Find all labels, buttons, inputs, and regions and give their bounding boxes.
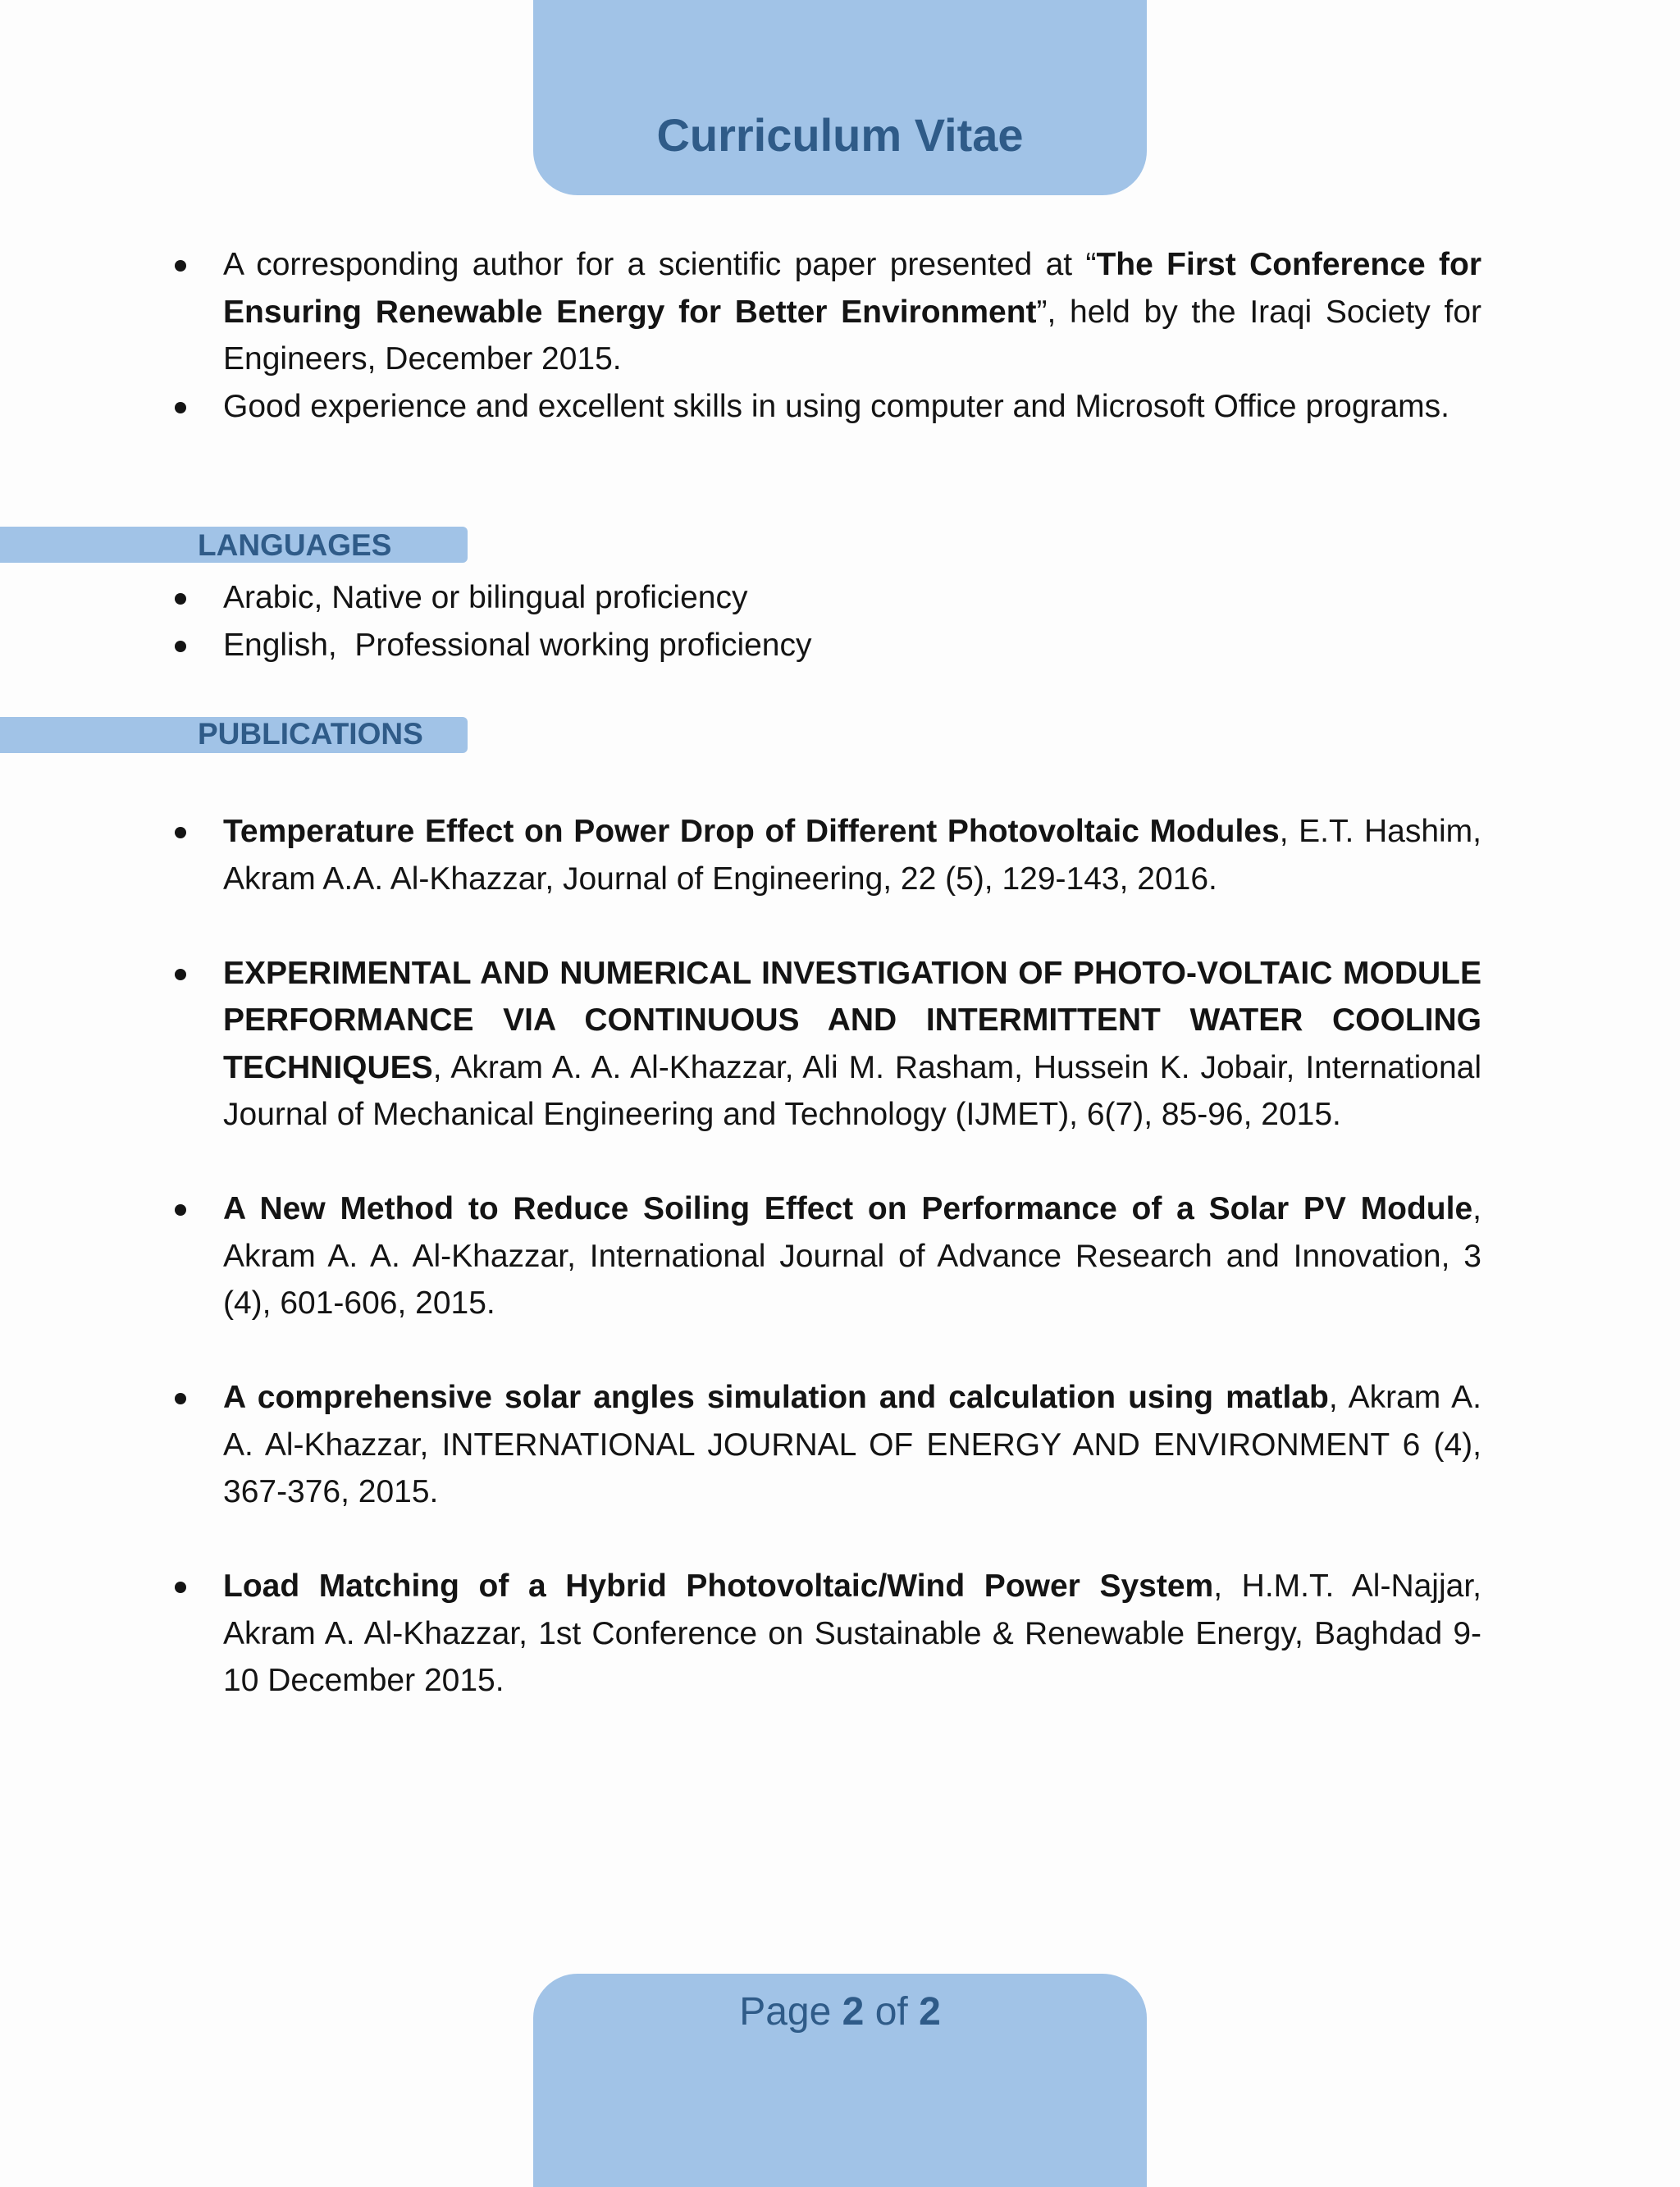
publication-item: Temperature Effect on Power Drop of Different Photovoltaic Modules, E.T. Hashim, Akram A.A. Al-Khazzar, Journal of Engineering, 22 (5), 129-143, 2016. [166, 808, 1481, 902]
publication-item: A New Method to Reduce Soiling Effect on Performance of a Solar PV Module, Akram A. A. Al-Khazzar, International Journal of Advance Research and Innovation, 3 (4), 601-606, 2015. [166, 1185, 1481, 1327]
activities-section [166, 241, 1481, 430]
bullet-icon [175, 1393, 186, 1404]
publications-heading: PUBLICATIONS [198, 717, 423, 751]
languages-heading: LANGUAGES [198, 528, 392, 562]
list-item: Arabic, Native or bilingual proficiency [166, 574, 1481, 622]
list-item: A corresponding author for a scientific paper presented at “The First Conference for Ensuring Renewable Energy for Better Environment”, held by the Iraqi Society for Engineers, December 2015. [166, 241, 1481, 383]
bullet-icon [175, 969, 186, 980]
bullet-icon [175, 1204, 186, 1216]
bullet-icon [175, 402, 186, 413]
list-item: Good experience and excellent skills in using computer and Microsoft Office programs. [166, 383, 1481, 431]
publications-section [166, 808, 1481, 1751]
bullet-icon [175, 641, 186, 652]
bullet-icon [175, 827, 186, 838]
publication-item: A comprehensive solar angles simulation and calculation using matlab, Akram A. A. Al-Khazzar, INTERNATIONAL JOURNAL OF ENERGY AND ENVIRONMENT 6 (4), 367-376, 2015. [166, 1374, 1481, 1516]
bullet-icon [175, 593, 186, 605]
page-number: Page 2 of 2 [739, 1990, 941, 2034]
languages-section [166, 574, 1481, 669]
page-title: Curriculum Vitae [656, 109, 1024, 161]
bullet-icon [175, 260, 186, 272]
publication-item: EXPERIMENTAL AND NUMERICAL INVESTIGATION OF PHOTO-VOLTAIC MODULE PERFORMANCE VIA CONTINUOUS AND INTERMITTENT WATER COOLING TECHNIQUES, Akram A. A. Al-Khazzar, Ali M. Rasham, Hussein K. Jobair, International Journal of Mechanical Engineering and Technology (IJMET), 6(7), 85-96, 2015. [166, 950, 1481, 1139]
list-item: English, Professional working proficiency [166, 622, 1481, 669]
bullet-icon [175, 1582, 186, 1593]
publication-item: Load Matching of a Hybrid Photovoltaic/Wind Power System, H.M.T. Al-Najjar, Akram A. Al-Khazzar, 1st Conference on Sustainable & Renewable Energy, Baghdad 9-10 December 2015. [166, 1563, 1481, 1705]
